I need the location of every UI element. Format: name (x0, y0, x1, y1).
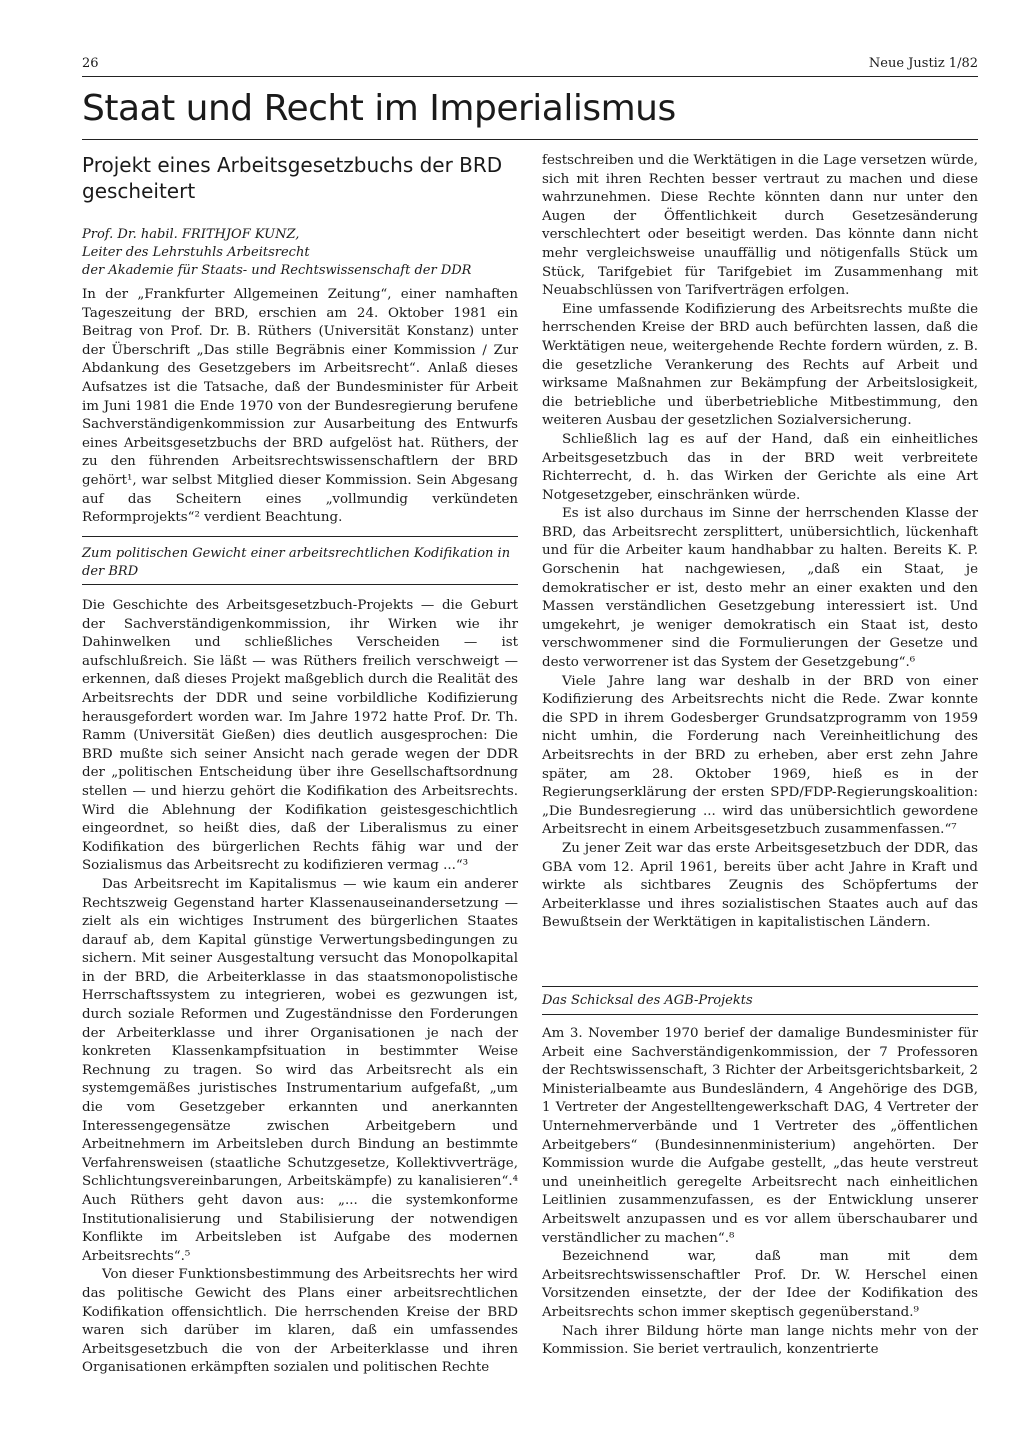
article-title: Projekt eines Arbeitsgesetzbuchs der BRD gescheitert (82, 153, 503, 203)
section-title: Staat und Recht im Imperialismus (82, 88, 676, 129)
paragraph: Das Arbeitsrecht im Kapitalismus — wie kaum ein anderer Rechtszweig Gegenstand harter Klassenauseinandersetzung — zielt als ein wichtiges Instrument des bürgerlichen Staates darauf ab, dem Kapital günstige Verwertungsbedingungen zu sichern. Mit seiner Ausgestaltung versucht das Monopolkapital in der BRD, die Arbeiterklasse in das staatsmonopolistische Herrschaftssystem zu integrieren, wobei es gezwungen ist, durch soziale Reformen und Zugeständnisse den Forderungen der Arbeiterklasse und ihrer Organisationen je nach der konkreten Klassenkampfsituation in bestimmter Weise Rechnung zu tragen. So wird das Arbeitsrecht als ein systemgemäßes juristisches Instrumentarium aufgefaßt, „um die vom Gesetzgeber erkannten und anerkannten Interessengegensätze zwischen Arbeitgebern und Arbeitnehmern im Arbeitsleben durch Bindung an bestimmte Verfahrensweisen (staatliche Schutzgesetze, Kollektivverträge, Schlichtungsvereinbarungen, Arbeitskämpfe) zu kanalisieren“.⁴ Auch Rüthers geht davon aus: „... die systemkonforme Institutionalisierung und Stabilisierung der notwendigen Konflikte im Arbeitsleben ist Aufgabe des modernen Arbeitsrechts“.⁵ (82, 876, 518, 1264)
right-column-body-2 (542, 1025, 978, 1360)
paragraph: Zu jener Zeit war das erste Arbeitsgesetzbuch der DDR, das GBA vom 12. April 1961, bereits über acht Jahre in Kraft und wirkte als sichtbares Zeugnis des Schöpfertums der Arbeiterklasse und ihres sozialistischen Staates auch auf das Bewußtsein der Werktätigen in kapitalistischen Ländern. (542, 840, 978, 931)
left-column-body (82, 597, 518, 1378)
section-rule (82, 139, 978, 140)
page-number: 26 (82, 56, 99, 71)
author-line: Prof. Dr. habil. FRITHJOF KUNZ, (82, 227, 300, 242)
journal-issue: Neue Justiz 1/82 (868, 56, 978, 71)
author-block (82, 226, 518, 280)
header-rule (82, 76, 978, 77)
paragraph: Nach ihrer Bildung hörte man lange nichts mehr von der Kommission. Sie beriet vertraulich, konzentrierte (542, 1323, 978, 1358)
paragraph: Von dieser Funktionsbestimmung des Arbeitsrechts her wird das politische Gewicht des Plans einer arbeitsrechtlichen Kodifikation offensichtlich. Die herrschenden Kreise der BRD waren sich darüber im klaren, daß ein umfassendes Arbeitsgesetzbuch die von der Arbeiterklasse und ihren Organisationen erkämpften sozialen und politischen Rechte (82, 1267, 518, 1376)
intro-paragraph (82, 286, 518, 528)
paragraph: Bezeichnend war, daß man mit dem Arbeitsrechtswissenschaftler Prof. Dr. W. Herschel einen Vorsitzenden einsetzte, der der Idee der Kodifikation des Arbeitsrechts schon immer skeptisch gegenüberstand.⁹ (542, 1249, 978, 1320)
intro-text: In der „Frankfurter Allgemeinen Zeitung“, einer namhaften Tageszeitung der BRD, erschien am 24. Oktober 1981 ein Beitrag von Prof. Dr. B. Rüthers (Universität Konstanz) unter der Überschrift „Das stille Begräbnis einer Kommission / Zur Abdankung des Gesetzgebers im Arbeitsrecht“. Anlaß dieses Aufsatzes ist die Tatsache, daß der Bundesminister für Arbeit im Juni 1981 die Ende 1970 von der Bundesregierung berufene Sachverständigenkommission zur Ausarbeitung des Entwurfs eines Arbeitsgesetzbuchs der BRD aufgelöst hat. Rüthers, der zu den führenden Arbeitsrechtswissenschaftlern der BRD gehört¹, war selbst Mitglied dieser Kommission. Sein Abgesang auf das Scheitern eines „vollmundig verkündeten Reformprojekts“² verdient Beachtung. (82, 287, 518, 526)
subhead-rule-top (542, 986, 978, 987)
subhead-2: Das Schicksal des AGB-Projekts (542, 993, 753, 1008)
paragraph: festschreiben und die Werktätigen in die Lage versetzen würde, sich mit ihren Rechten besser vertraut zu machen und diese wahrzunehmen. Diese Rechte könnten dann nur unter den Augen der Öffentlichkeit durch Gesetzesänderung verschlechtert oder beseitigt werden. Das könnte dann nicht mehr vergleichsweise unauffällig und nötigenfalls Stück um Stück, Tarifgebiet für Tarifgebiet im Zusammenhang mit Neuabschlüssen von Tarifverträgen erfolgen. (542, 153, 978, 299)
paragraph: Es ist also durchaus im Sinne der herrschenden Klasse der BRD, das Arbeitsrecht zersplittert, unübersichtlich, lückenhaft und für die Arbeiter kaum handhabbar zu halten. Bereits K. P. Gorschenin hat nachgewiesen, „daß ein Staat, je demokratischer er ist, desto mehr an einer exakten und den Massen verständlichen Gesetzgebung interessiert ist. Und umgekehrt, je weniger demokratisch ein Staat ist, desto verschwommener sind die Formulierungen der Gesetze und desto verworrener ist das System der Gesetzgebung“.⁶ (542, 506, 978, 671)
subhead-rule-top (82, 536, 518, 537)
subhead-rule-bottom (542, 1014, 978, 1015)
paragraph: Schließlich lag es auf der Hand, daß ein einheitliches Arbeitsgesetzbuch das in der BRD weit verbreitete Richterrecht, d. h. das Wirken der Gerichte als eine Art Notgesetzgeber, einschränken würde. (542, 431, 978, 503)
subhead-rule-bottom (82, 584, 518, 585)
paragraph: Viele Jahre lang war deshalb in der BRD von einer Kodifizierung des Arbeitsrechts nicht die Rede. Zwar konnte die SPD in ihrem Godesberger Grundsatzprogramm von 1959 nicht umhin, die Forderung nach Vereinheitlichung des Arbeitsrechts in der BRD zu erheben, aber erst zehn Jahre später, am 28. Oktober 1969, hieß es in der Regierungserklärung der ersten SPD/FDP-Regierungskoalition: „Die Bundesregierung ... wird das unübersichtlich gewordene Arbeitsrecht in einem Arbeitsgesetzbuch zusammenfassen.“⁷ (542, 673, 978, 838)
page (82, 0, 982, 1451)
subhead-1: Zum politischen Gewicht einer arbeitsrechtlichen Kodifikation in der BRD (82, 546, 511, 579)
paragraph: Die Geschichte des Arbeitsgesetzbuch-Projekts — die Geburt der Sachverständigenkommission, ihr Wirken wie ihr Dahinwelken und schließliches Verscheiden — ist aufschlußreich. Sie läßt — was Rüthers freilich verschweigt — erkennen, daß dieses Projekt maßgeblich durch die Realität des Arbeitsrechts der DDR und seine vorbildliche Kodifizierung herausgefordert worden war. Im Jahre 1972 hatte Prof. Dr. Th. Ramm (Universität Gießen) dies deutlich ausgesprochen: Die BRD mußte sich seiner Ansicht nach gerade wegen der DDR der „politischen Entscheidung über ihre Gesellschaftsordnung stellen — und hierzu gehört die Kodifikation des Arbeitsrechts. Wird die Ablehnung der Kodifikation geistesgeschichtlich eingeordnet, so heißt dies, daß der Liberalismus zu einer Kodifikation des bürgerlichen Rechts fähig war und der Sozialismus das Arbeitsrecht zu kodifizieren vermag ...“³ (82, 598, 519, 874)
right-column-body (542, 152, 978, 933)
author-line: Leiter des Lehrstuhls Arbeitsrecht (82, 245, 310, 260)
paragraph: Eine umfassende Kodifizierung des Arbeitsrechts mußte die herrschenden Kreise der BRD auch befürchten lassen, daß die Werktätigen neue, weitergehende Rechte fordern würden, z. B. die gesetzliche Verankerung des Rechts auf Arbeit und wirksame Maßnahmen zur Bekämpfung der Arbeitslosigkeit, die betriebliche und überbetriebliche Mitbestimmung, den weiteren Ausbau der gesetzlichen Sozialversicherung. (542, 301, 978, 429)
author-line: der Akademie für Staats- und Rechtswissenschaft der DDR (82, 263, 472, 278)
paragraph: Am 3. November 1970 berief der damalige Bundesminister für Arbeit eine Sachverständigenkommission, der 7 Professoren der Rechtswissenschaft, 3 Richter der Arbeitsgerichtsbarkeit, 2 Ministerialbeamte aus Bundesländern, 4 Angehörige des DGB, 1 Vertreter der Angestelltengewerkschaft DAG, 4 Vertreter der Unternehmerverbände und 1 Vertreter des „öffentlichen Arbeitgebers“ (Bundesinnenministerium) angehörten. Der Kommission wurde die Aufgabe gestellt, „das heute verstreut und uneinheitlich geregelte Arbeitsrecht nach einheitlichen Leitlinien zusammenzufassen, es der Entwicklung unserer Arbeitswelt anzupassen und es vor allem überschaubarer und verständlicher zu machen“.⁸ (542, 1026, 978, 1246)
